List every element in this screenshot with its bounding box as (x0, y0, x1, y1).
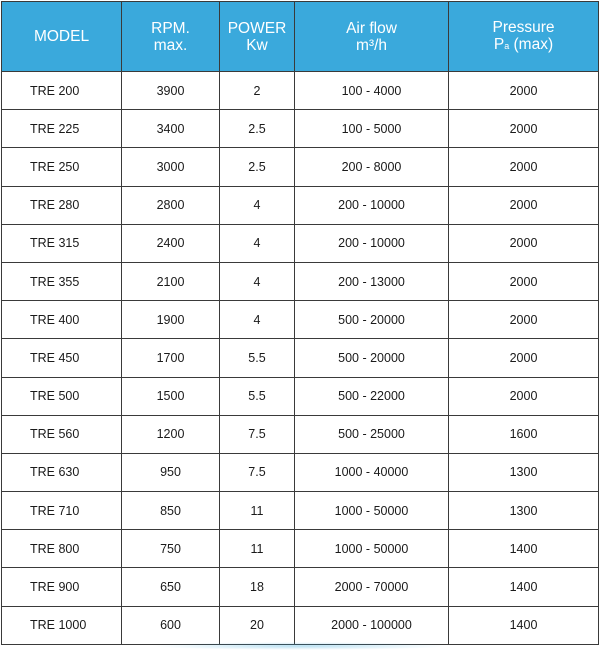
header-pressure-p: P (493, 35, 505, 53)
cell-pressure: 1300 (449, 492, 599, 530)
cell-airflow: 500 - 20000 (295, 301, 449, 339)
cell-power: 11 (220, 492, 295, 530)
cell-pressure: 2000 (449, 339, 599, 377)
cell-model: TRE 800 (2, 530, 122, 568)
cell-airflow: 200 - 10000 (295, 186, 449, 224)
cell-power: 4 (220, 224, 295, 262)
cell-model: TRE 400 (2, 301, 122, 339)
cell-model: TRE 450 (2, 339, 122, 377)
cell-power: 20 (220, 606, 295, 644)
cell-airflow: 200 - 8000 (295, 148, 449, 186)
cell-rpm: 1200 (122, 415, 220, 453)
cell-rpm: 750 (122, 530, 220, 568)
cell-pressure: 1400 (449, 530, 599, 568)
header-airflow-line1: Air flow (346, 19, 397, 37)
cell-model: TRE 225 (2, 110, 122, 148)
table-row (2, 377, 599, 415)
table-row (2, 568, 599, 606)
table-row (2, 606, 599, 644)
header-row (2, 2, 599, 72)
cell-rpm: 3900 (122, 72, 220, 110)
cell-power: 4 (220, 301, 295, 339)
cell-rpm: 1900 (122, 301, 220, 339)
header-power-line2: Kw (246, 36, 268, 54)
cell-pressure: 1400 (449, 568, 599, 606)
header-rpm-line2: max. (153, 36, 188, 54)
cell-model: TRE 500 (2, 377, 122, 415)
cell-power: 11 (220, 530, 295, 568)
cell-airflow: 2000 - 70000 (295, 568, 449, 606)
header-model-label: MODEL (33, 28, 90, 45)
cell-power: 2.5 (220, 110, 295, 148)
table-row (2, 453, 599, 491)
cell-rpm: 2400 (122, 224, 220, 262)
cell-airflow: 200 - 13000 (295, 262, 449, 300)
cell-model: TRE 710 (2, 492, 122, 530)
cell-airflow: 1000 - 50000 (295, 492, 449, 530)
table-row (2, 339, 599, 377)
table-row (2, 492, 599, 530)
cell-model: TRE 200 (2, 72, 122, 110)
cell-model: TRE 280 (2, 186, 122, 224)
cell-pressure: 2000 (449, 377, 599, 415)
cell-airflow: 100 - 4000 (295, 72, 449, 110)
cell-pressure: 2000 (449, 186, 599, 224)
cell-power: 4 (220, 186, 295, 224)
cell-pressure: 2000 (449, 262, 599, 300)
table-row (2, 301, 599, 339)
cell-power: 7.5 (220, 415, 295, 453)
cell-rpm: 600 (122, 606, 220, 644)
cell-pressure: 2000 (449, 148, 599, 186)
cell-airflow: 500 - 22000 (295, 377, 449, 415)
cell-rpm: 2800 (122, 186, 220, 224)
cell-rpm: 3000 (122, 148, 220, 186)
cell-pressure: 2000 (449, 110, 599, 148)
table-row (2, 148, 599, 186)
cell-airflow: 1000 - 50000 (295, 530, 449, 568)
cell-power: 5.5 (220, 377, 295, 415)
header-pressure (449, 2, 599, 72)
cell-power: 4 (220, 262, 295, 300)
cell-model: TRE 630 (2, 453, 122, 491)
cell-airflow: 200 - 10000 (295, 224, 449, 262)
table-row (2, 224, 599, 262)
header-rpm (122, 2, 220, 72)
cell-model: TRE 1000 (2, 606, 122, 644)
header-power (220, 2, 295, 72)
cell-pressure: 2000 (449, 72, 599, 110)
table-row (2, 186, 599, 224)
table-body (2, 72, 599, 645)
cell-model: TRE 355 (2, 262, 122, 300)
cell-rpm: 650 (122, 568, 220, 606)
cell-power: 7.5 (220, 453, 295, 491)
cell-airflow: 100 - 5000 (295, 110, 449, 148)
cell-rpm: 1500 (122, 377, 220, 415)
cell-model: TRE 315 (2, 224, 122, 262)
cell-rpm: 950 (122, 453, 220, 491)
header-airflow-line2: m³/h (356, 36, 387, 54)
table-row (2, 415, 599, 453)
cell-rpm: 850 (122, 492, 220, 530)
cell-airflow: 1000 - 40000 (295, 453, 449, 491)
header-pressure-sub: a (504, 40, 510, 51)
cell-power: 2 (220, 72, 295, 110)
cell-pressure: 2000 (449, 224, 599, 262)
cell-pressure: 1600 (449, 415, 599, 453)
cell-pressure: 1400 (449, 606, 599, 644)
cell-power: 18 (220, 568, 295, 606)
table-row (2, 530, 599, 568)
header-rpm-line1: RPM. (151, 19, 190, 37)
fan-spec-table (1, 1, 599, 645)
cell-power: 2.5 (220, 148, 295, 186)
cell-power: 5.5 (220, 339, 295, 377)
cell-airflow: 500 - 25000 (295, 415, 449, 453)
cell-airflow: 2000 - 100000 (295, 606, 449, 644)
header-airflow (295, 2, 449, 72)
table-header (2, 2, 599, 72)
cell-rpm: 3400 (122, 110, 220, 148)
header-model (2, 2, 122, 72)
header-pressure-max: (max) (509, 35, 554, 53)
cell-pressure: 2000 (449, 301, 599, 339)
header-pressure-line1: Pressure (492, 18, 555, 36)
cell-model: TRE 560 (2, 415, 122, 453)
cell-rpm: 2100 (122, 262, 220, 300)
cell-model: TRE 900 (2, 568, 122, 606)
table-row (2, 72, 599, 110)
header-power-line1: POWER (227, 19, 287, 37)
cell-model: TRE 250 (2, 148, 122, 186)
bottom-glow-decoration (150, 642, 450, 650)
cell-pressure: 1300 (449, 453, 599, 491)
table-row (2, 262, 599, 300)
cell-airflow: 500 - 20000 (295, 339, 449, 377)
table-row (2, 110, 599, 148)
cell-rpm: 1700 (122, 339, 220, 377)
